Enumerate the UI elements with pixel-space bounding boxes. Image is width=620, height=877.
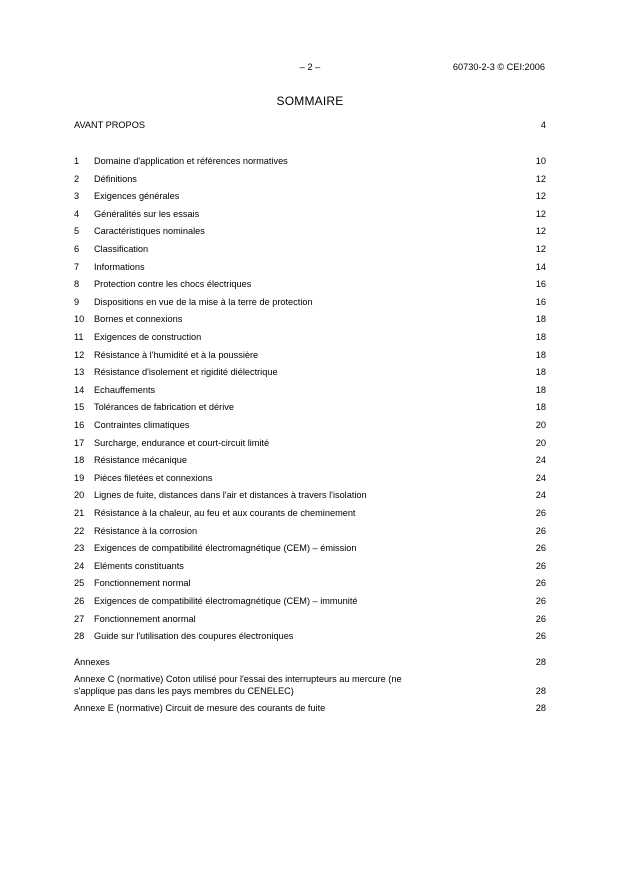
toc-entry-text: Résistance mécanique [94,455,187,466]
toc-entry-text: Contraintes climatiques [94,420,190,430]
toc-entry-section[interactable] [74,190,546,202]
toc-entry-section[interactable] [74,278,546,290]
toc-entry-section[interactable] [74,472,546,484]
toc-entry-number: 18 [74,455,85,466]
toc-entry-number: 5 [74,226,80,237]
toc-entry-section[interactable] [74,630,546,642]
toc-entry-text: Tolérances de fabrication et dérive [94,402,234,413]
toc-entry-text: Annexes [74,657,110,667]
toc-entry-page: 18 [535,349,546,360]
toc-entry-text: Eléments constituants [94,560,184,571]
toc-entry-section[interactable] [74,507,546,519]
toc-entry-page: 12 [535,191,546,202]
toc-entry-section[interactable] [74,419,546,431]
toc-entry-page: 26 [535,508,546,518]
toc-entry-number: 12 [74,349,85,360]
toc-entry-page: 20 [535,420,546,430]
toc-entry-number: 27 [74,613,85,624]
toc-entry-section[interactable] [74,261,546,273]
toc-entry-text: Caractéristiques nominales [94,226,205,237]
toc-entry-section[interactable] [74,366,546,378]
toc-entry-annex-c[interactable] [74,685,546,697]
toc-entry-number: 9 [74,296,80,307]
toc-entry-text: Dispositions en vue de la mise à la terre de protection [94,296,313,307]
toc-entry-section[interactable] [74,577,546,589]
toc-entry-section[interactable] [74,489,546,501]
page-number: – 2 – [299,62,321,72]
toc-entry-section[interactable] [74,437,546,449]
toc-entry-text: Exigences de compatibilité électromagnétique (CEM) – immunité [94,596,358,606]
toc-entry-page: 28 [535,703,546,713]
toc-entry-text: Fonctionnement anormal [94,613,196,624]
toc-entry-text: Résistance à l'humidité et à la poussière [94,349,259,360]
toc-entry-number: 28 [74,631,85,642]
toc-entry-number: 25 [74,578,85,589]
toc-entry-number: 26 [74,596,85,606]
toc-entry-section[interactable] [74,613,546,625]
toc-entry-number: 24 [74,560,85,571]
toc-entry-section[interactable] [74,349,546,361]
toc-entry-section[interactable] [74,313,546,325]
toc-entry-number: 23 [74,543,85,554]
toc-entry-section[interactable] [74,243,546,255]
toc-entry-page: 18 [535,384,546,395]
toc-entry-section[interactable] [74,384,546,396]
toc-entry-text: Echauffements [94,384,156,395]
toc-entry-text: Résistance à la corrosion [94,525,198,536]
toc-entry-page: 16 [535,279,546,290]
toc-entry-page: 18 [535,367,546,378]
toc-entry-page: 18 [535,332,546,342]
page-title: SOMMAIRE [276,94,344,108]
toc-entry-page: 18 [535,314,546,325]
toc-entry-text: Exigences de compatibilité électromagnétique (CEM) – émission [94,543,357,554]
toc-entry-section[interactable] [74,560,546,572]
toc-entry-section[interactable] [74,173,546,185]
toc-entry-page: 26 [535,543,546,554]
document-reference: 60730-2-3 © CEI:2006 [452,62,545,72]
toc-entry-number: 17 [74,437,85,448]
toc-entry-number: 20 [74,490,85,501]
toc-entry-number: 3 [74,191,80,202]
toc-entry-page: 26 [535,631,546,642]
toc-entry-text: Annexe E (normative) Circuit de mesure des courants de fuite [74,703,326,713]
toc-entry-number: 21 [74,508,85,518]
toc-entry-text: Domaine d'application et références normatives [94,156,288,166]
toc-entry-section[interactable] [74,155,546,167]
toc-entry-section[interactable] [74,296,546,308]
toc-entry-page: 18 [535,402,546,413]
toc-entry-section[interactable] [74,595,546,607]
toc-entry-number: 19 [74,472,85,483]
toc-entry-text: s'applique pas dans les pays membres du CENELEC) [74,686,294,696]
toc-entry-section[interactable] [74,454,546,466]
toc-entry-section[interactable] [74,401,546,413]
toc-entry-annex-c-line1[interactable]: Annexe C (normative) Coton utilisé pour l'essai des interrupteurs au mercure (ne [74,674,402,684]
toc-entry-page: 12 [535,173,546,184]
toc-entry-number: 4 [74,208,80,219]
toc-entry-page: 12 [535,244,546,254]
toc-entry-page: 24 [535,472,546,483]
toc-entry-number: 11 [74,332,84,342]
toc-entry-page: 14 [535,261,546,272]
toc-entry-number: 13 [74,367,85,378]
toc-entry-annexes[interactable] [74,656,546,668]
toc-entry-number: 7 [74,261,80,272]
toc-entry-page: 28 [535,686,546,696]
toc-entry-page: 12 [535,226,546,237]
toc-entry-text: Surcharge, endurance et court-circuit limité [94,437,270,448]
toc-entry-section[interactable] [74,331,546,343]
toc-entry-text: Informations [94,261,145,272]
toc-entry-page: 10 [535,156,546,166]
toc-entry-section[interactable] [74,225,546,237]
toc-entry-page: 12 [535,208,546,219]
toc-entry-text: Résistance d'isolement et rigidité diélectrique [94,367,278,378]
toc-entry-page: 26 [535,613,546,624]
toc-entry-number: 10 [74,314,85,325]
toc-entry-section[interactable] [74,525,546,537]
toc-entry-page: 26 [535,596,546,606]
toc-entry-number: 22 [74,525,85,536]
toc-entry-text: Guide sur l'utilisation des coupures électroniques [94,631,294,642]
toc-entry-page: 20 [535,437,546,448]
toc-entry-annex-e[interactable] [74,702,546,714]
toc-entry-text: Résistance à la chaleur, au feu et aux courants de cheminement [94,508,356,518]
toc-entry-page: 16 [535,296,546,307]
toc-entry-number: 2 [74,173,80,184]
toc-entry-section[interactable] [74,208,546,220]
toc-entry-text: Pièces filetées et connexions [94,472,213,483]
toc-entry-page: 26 [535,525,546,536]
toc-entry-text: Classification [94,244,149,254]
toc-entry-text: Exigences générales [94,191,180,202]
toc-entry-text: Lignes de fuite, distances dans l'air et distances à travers l'isolation [94,490,367,501]
toc-entry-text: Généralités sur les essais [94,208,200,219]
toc-entry-page: 24 [535,490,546,501]
toc-entry-text: Bornes et connexions [94,314,183,325]
toc-entry-number: 1 [74,156,80,166]
toc-entry-text: Fonctionnement normal [94,578,191,589]
toc-entry-number: 16 [74,420,85,430]
toc-entry-text: Exigences de construction [94,332,202,342]
toc-entry-number: 6 [74,244,80,254]
toc-entry-number: 15 [74,402,85,413]
toc-entry-text: Définitions [94,173,137,184]
toc-entry-page: 28 [535,657,546,667]
toc-entry-section[interactable] [74,542,546,554]
toc-entry-number: 14 [74,384,85,395]
toc-entry-page: 24 [535,455,546,466]
toc-entry-avant-propos[interactable] [74,119,546,131]
toc-entry-page: 4 [540,120,546,130]
toc-entry-text: AVANT PROPOS [74,120,145,130]
toc-entry-number: 8 [74,279,80,290]
toc-entry-page: 26 [535,560,546,571]
toc-entry-page: 26 [535,578,546,589]
toc-entry-text: Protection contre les chocs électriques [94,279,252,290]
